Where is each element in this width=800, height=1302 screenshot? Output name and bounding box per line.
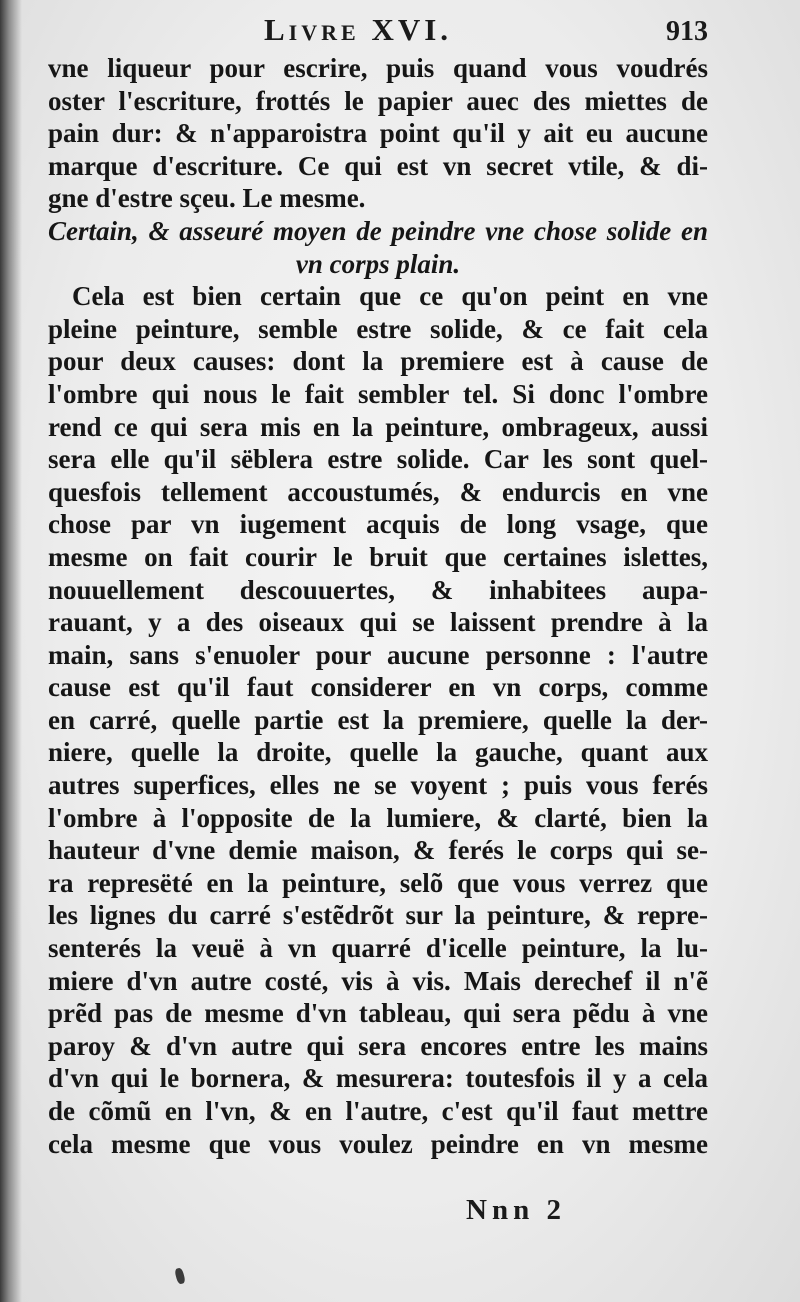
text-line: vn corps plain. (295, 248, 461, 279)
text-line: gne d'estre sçeu. Le mesme. (48, 183, 366, 214)
ink-speck (174, 1267, 186, 1285)
text-line: de cõmũ en l'vn, & en l'autre, c'est qu'il faut mettre (48, 1096, 708, 1126)
text-line: autres superfices, elles ne se voyent ; puis vous ferés (48, 770, 708, 801)
text-line: d'vn qui le bornera, & mesurera: toutesfois il y a cela (48, 1063, 708, 1094)
text-line: prẽd pas de mesme d'vn tableau, qui sera pẽdu à vne (48, 998, 708, 1029)
text-line: en carré, quelle partie est la premiere, quelle la der- (48, 704, 708, 735)
text-line: rauant, y a des oiseaux qui se laissent prendre à la (48, 607, 708, 638)
text-line: marque d'escriture. Ce qui est vn secret vtile, & di- (48, 150, 708, 181)
text-line: Cela est bien certain que ce qu'on peint en vne (72, 281, 708, 312)
text-line: vne liqueur pour escrire, puis quand vous voudrés (48, 53, 708, 83)
text-line: paroy & d'vn autre qui sera encores entre les mains (48, 1030, 708, 1061)
text-line: oster l'escriture, frottés le papier auec des miettes de (48, 85, 708, 116)
text-line: chose par vn iugement acquis de long vsage, que (48, 509, 708, 540)
running-title: Livre XVI. (264, 12, 453, 47)
text-line: l'ombre à l'opposite de la lumiere, & clarté, bien la (48, 802, 708, 833)
text-line: pour deux causes: dont la premiere est à cause de (48, 346, 708, 377)
text-line: nouuellement descouuertes, & inhabitees aupa- (48, 574, 708, 605)
text-line: senterés la veuë à vn quarré d'icelle peinture, la lu- (48, 933, 708, 964)
page-number: 913 (666, 16, 708, 47)
text-line: ra represëté en la peinture, selõ que vous verrez que (48, 867, 708, 898)
text-line: cause est qu'il faut considerer en vn corps, comme (48, 672, 708, 703)
text-line: mesme on fait courir le bruit que certaines islettes, (48, 541, 708, 572)
text-line: les lignes du carré s'estẽdrõt sur la peinture, & repre- (48, 900, 708, 931)
page-footer (0, 1194, 800, 1234)
text-line: rend ce qui sera mis en la peinture, ombrageux, aussi (48, 411, 708, 442)
text-line: Certain, & asseuré moyen de peindre vne chose solide en (48, 215, 708, 246)
binding-shadow (0, 0, 22, 1302)
text-line: quesfois tellement accoustumés, & endurcis en vne (48, 476, 708, 507)
text-line: main, sans s'enuoler pour aucune personne : l'autre (48, 639, 708, 670)
page-header (0, 12, 800, 52)
text-line: l'ombre qui nous le fait sembler tel. Si donc l'ombre (48, 378, 708, 409)
text-line: pain dur: & n'apparoistra point qu'il y ait eu aucune (48, 118, 708, 149)
text-line: miere d'vn autre costé, vis à vis. Mais derechef il n'ẽ (48, 965, 708, 996)
text-line: sera elle qu'il sëblera estre solide. Car les sont quel- (48, 444, 708, 475)
printer-signature-mark: Nnn 2 (466, 1194, 566, 1226)
text-line: hauteur d'vne demie maison, & ferés le corps qui se- (48, 835, 708, 866)
text-line: cela mesme que vous voulez peindre en vn mesme (48, 1128, 708, 1159)
body-text (48, 52, 708, 1160)
text-line: niere, quelle la droite, quelle la gauche, quant aux (48, 737, 708, 768)
text-line: pleine peinture, semble estre solide, & ce fait cela (48, 313, 708, 344)
